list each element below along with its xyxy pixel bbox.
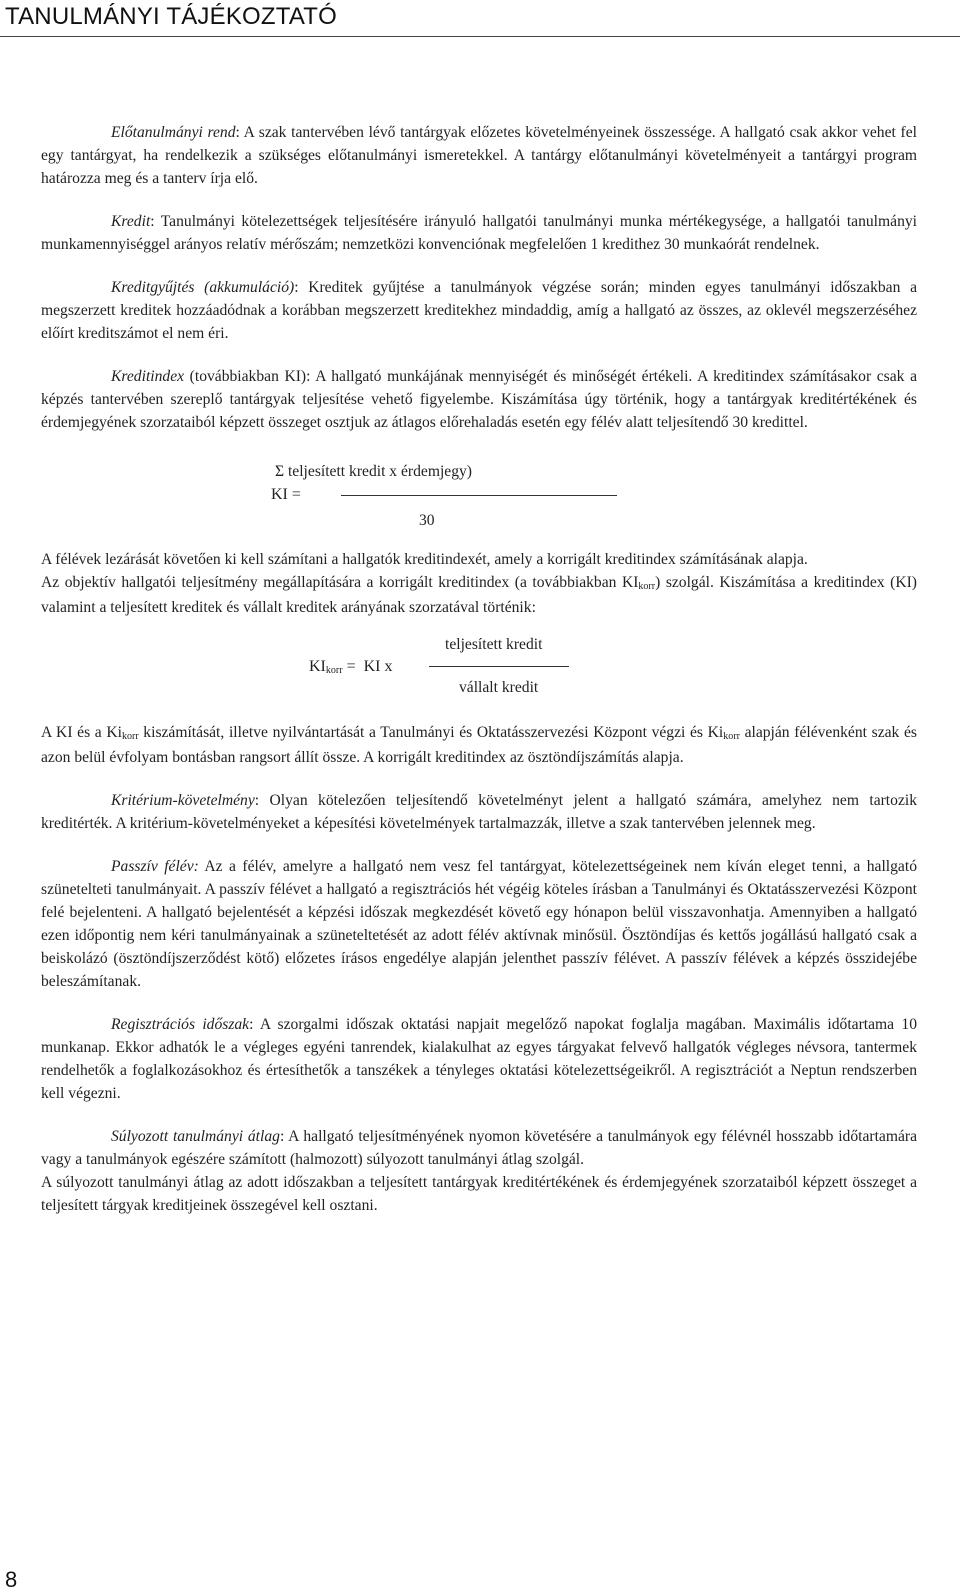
text-segment: Az objektív hallgatói teljesítmény megállapítására a korrigált kreditindex (a továbbiakban KI bbox=[41, 574, 639, 591]
paragraph-kreditindex bbox=[41, 365, 917, 434]
paragraph-kriterium-kovetelmeny bbox=[41, 789, 917, 835]
term-kredit: Kredit bbox=[111, 213, 151, 230]
paragraph-objektiv-teljesitmeny bbox=[41, 571, 917, 619]
definition-text: : A hallgató teljesítményének nyomon követésére a tanulmányok egy félévnél hosszabb időtartamára vagy a tanulmányok egészére számított (halmozott) súlyozott tanulmányi átlag szolgál. bbox=[41, 1128, 917, 1168]
paragraph-ki-nyilvantartas bbox=[41, 721, 917, 769]
definition-text: : Kreditek gyűjtése a tanulmányok végzése során; minden egyes tanulmányi időszakban a megszerzett kreditek hozzáadódnak a korábban megszerzett kreditekhez mindaddig, amíg a hallgató az összes, az oklevél megszerzéséhez előírt kreditszámot el nem éri. bbox=[41, 279, 917, 342]
text-segment: A KI és a Ki bbox=[41, 724, 122, 741]
page-number: 8 bbox=[5, 1567, 18, 1592]
formula-lhs-text: KI bbox=[309, 658, 326, 675]
term-passziv-felev: Passzív félév: bbox=[111, 858, 199, 875]
term-kriterium-kovetelmeny: Kritérium-követelmény bbox=[111, 792, 255, 809]
paragraph-sulyozott-atlag bbox=[41, 1125, 917, 1171]
text-segment: kiszámítását, illetve nyilvántartását a Tanulmányi és Oktatásszervezési Központ végzi és Ki bbox=[138, 724, 724, 741]
paragraph-sulyozott-atlag-szamitas: A súlyozott tanulmányi átlag az adott időszakban a teljesített tantárgyak kreditértékének és érdemjegyének szorzataiból képzett összeget a teljesített tárgyak kreditjeinek összegével kell osztani. bbox=[41, 1174, 917, 1214]
formula-lhs-rest: = KI x bbox=[342, 658, 393, 675]
text-segment: alapján félévenként szak és azon belül évfolyam bontásban rangsort állít össze. A korrigált kreditindex az ösztöndíjszámítás alapja. bbox=[41, 724, 917, 766]
paragraph-kredit bbox=[41, 210, 917, 256]
formula-kreditindex bbox=[41, 452, 917, 532]
subscript: korr bbox=[723, 731, 740, 742]
formula-denominator: vállalt kredit bbox=[459, 679, 539, 696]
paragraph-kreditgyujtes bbox=[41, 276, 917, 345]
header-divider bbox=[0, 36, 960, 37]
subscript: korr bbox=[638, 581, 656, 592]
definition-text: : A szak tantervében lévő tantárgyak előzetes követelményeinek összessége. A hallgató csak akkor vehet fel egy tantárgyat, ha rendelkezik a szükséges előtanulmányi ismeretekkel. A tantárgy előtanulmányi követelményeit a tantárgyi program határozza meg és a tanterv írja elő. bbox=[41, 124, 917, 187]
formula-lhs: KI = bbox=[271, 486, 301, 503]
page-header bbox=[0, 0, 960, 40]
fraction-bar bbox=[341, 495, 617, 496]
document-body bbox=[41, 121, 917, 1217]
definition-text: (továbbiakban KI): A hallgató munkájának mennyiségét és minőségét értékeli. A kreditindex számításakor csak a képzés tantervében szereplő tantárgyak teljesítése vehető figyelembe. Kiszámítása úgy történik, hogy a tantárgyak kreditértékének és érdemjegyének szorzataiból képzett összeget osztjuk az átlagos előrehaladás esetén egy félév alatt teljesítendő 30 kredittel. bbox=[41, 368, 917, 431]
definition-text: : Olyan kötelezően teljesítendő követelményt jelent a hallgató számára, amelyhez nem tartozik kreditérték. A kritérium-követelményeket a képesítési követelmények tartalmazzák, illetve a szak tantervében jelennek meg. bbox=[41, 792, 917, 832]
formula-korrigalt-kreditindex bbox=[41, 633, 917, 705]
page-title: TANULMÁNYI TÁJÉKOZTATÓ bbox=[5, 3, 337, 30]
term-kreditindex: Kreditindex bbox=[111, 368, 185, 385]
term-elotanulmanyi-rend: Előtanulmányi rend bbox=[111, 124, 236, 141]
paragraph-elotanulmanyi-rend bbox=[41, 121, 917, 190]
paragraph-felevek-lezarasa: A félévek lezárását követően ki kell számítani a hallgatók kreditindexét, amely a korrigált kreditindex számításának alapja. bbox=[41, 551, 808, 568]
fraction-bar bbox=[429, 666, 569, 667]
definition-text: Az a félév, amelyre a hallgató nem vesz fel tantárgyat, kötelezettségeinek nem kíván eleget tenni, a hallgató szünetelteti tanulmányait. A passzív félévet a hallgató a regisztrációs hét végéig köteles írásban a Tanulmányi és Oktatásszervezési Központ felé bejelenteni. A hallgató bejelentését a képzési időszak megkezdését követő egy hónapon belül visszavonhatja. Amennyiben a hallgató ezen időpontig nem kéri tanulmányainak a szüneteltetését az adott félév aktívnak minősül. Ösztöndíjas és kettős jogállású hallgató csak a beiskolázó (ösztöndíjszerződést kötő) előzetes írásos engedélye alapján jelenthet passzív félévet. A passzív félévek a képzés összidejébe beleszámítanak. bbox=[41, 858, 917, 990]
formula-numerator: teljesített kredit bbox=[445, 636, 543, 653]
formula-numerator: Σ teljesített kredit x érdemjegy) bbox=[275, 463, 473, 480]
paragraph-passziv-felev bbox=[41, 855, 917, 993]
term-kreditgyujtes: Kreditgyűjtés (akkumuláció) bbox=[111, 279, 295, 296]
subscript: korr bbox=[325, 665, 343, 676]
formula-denominator: 30 bbox=[419, 512, 435, 529]
paragraph-regisztracios-idoszak bbox=[41, 1013, 917, 1105]
formula-lhs bbox=[309, 655, 392, 680]
term-regisztracios-idoszak: Regisztrációs időszak bbox=[111, 1016, 250, 1033]
definition-text: : Tanulmányi kötelezettségek teljesítésére irányuló hallgatói tanulmányi munka mértékegysége, a hallgatói tanulmányi munkamennyiséggel arányos relatív mérőszám; nemzetközi konvenciónak megfelelően 1 kredithez 30 munkaórát rendelnek. bbox=[41, 213, 917, 253]
subscript: korr bbox=[121, 731, 139, 742]
term-sulyozott-atlag: Súlyozott tanulmányi átlag bbox=[111, 1128, 280, 1145]
definition-text: : A szorgalmi időszak oktatási napjait megelőző napokat foglalja magában. Maximális időtartama 10 munkanap. Ekkor adhatók le a végleges egyéni tanrendek, kialakulhat az egyes tárgyakat felvevő hallgatók végleges névsora, tantermek rendelhetők a foglalkozásokhoz és értesíthetők a tanszékek a tényleges oktatási kötelezettségeikről. A regisztrációt a Neptun rendszerben kell végezni. bbox=[41, 1016, 917, 1102]
text-segment: ) szolgál. Kiszámítása a kreditindex (KI) valamint a teljesített kreditek és vállalt kreditek arányának szorzatával történik: bbox=[41, 574, 917, 616]
